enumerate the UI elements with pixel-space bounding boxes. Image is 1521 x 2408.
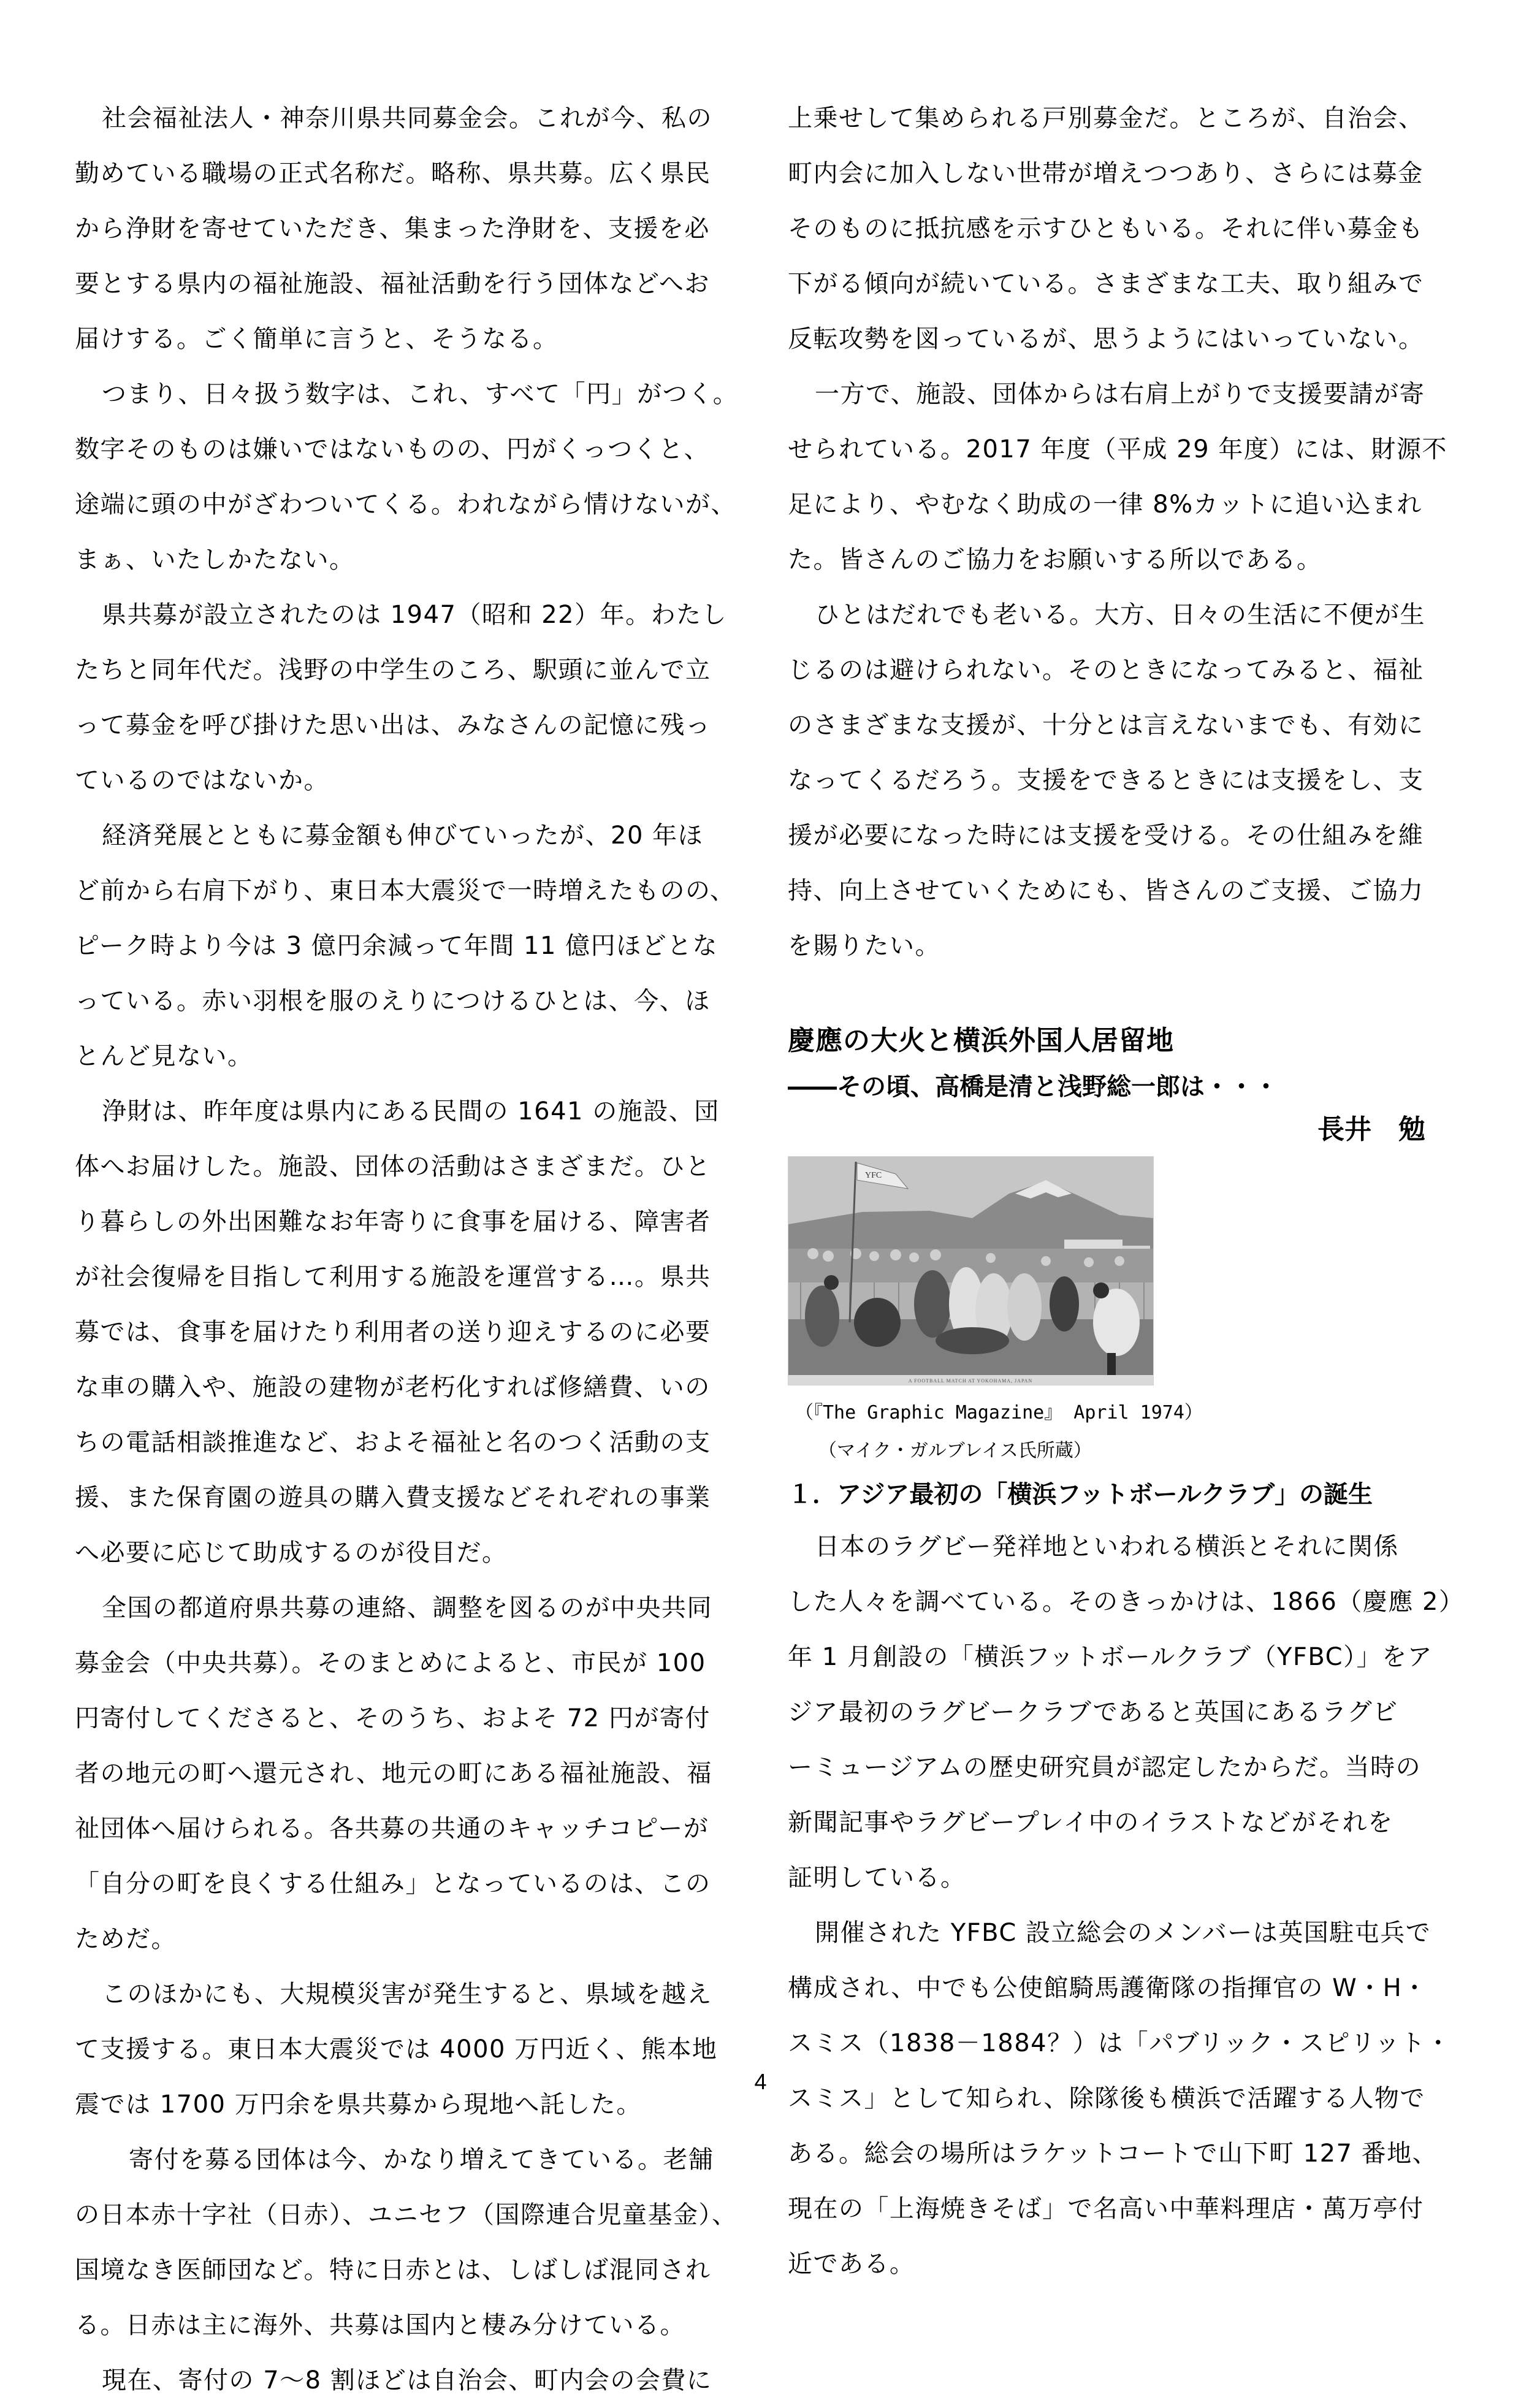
figure-caption-source: （『The Graphic Magazine』 April 1974）: [795, 1402, 1203, 1423]
text-line: 祉団体へ届けられる。各共募の共通のキャッチコピーが: [75, 1815, 709, 1843]
text-line: を賜りたい。: [788, 932, 940, 960]
text-line: 浄財は、昨年度は県内にある民間の 1641 の施設、団: [102, 1097, 720, 1126]
engraving-caption: A FOOTBALL MATCH AT YOKOHAMA, JAPAN: [908, 1378, 1033, 1384]
text-line: 新聞記事やラグビープレイ中のイラストなどがそれを: [788, 1808, 1393, 1837]
text-line: 震では 1700 万円余を県共募から現地へ託した。: [75, 2090, 642, 2119]
text-line: 勤めている職場の正式名称だ。略称、県共募。広く県民: [75, 159, 711, 188]
text-line: へ必要に応じて助成するのが役目だ。: [75, 1539, 508, 1567]
text-line: ジア最初のラグビークラブであると英国にあるラグビ: [788, 1698, 1398, 1726]
section-heading: １．アジア最初の「横浜フットボールクラブ」の誕生: [788, 1480, 1373, 1509]
text-line: まぁ、いたしかたない。: [75, 546, 355, 574]
right-column: [788, 91, 1473, 2292]
text-line: 国境なき医師団など。特に日赤とは、しばしば混同され: [75, 2256, 711, 2284]
text-line: なってくるだろう。支援をできるときには支援をし、支: [788, 766, 1424, 794]
text-line: 途端に頭の中がざわついてくる。われながら情けないが、: [75, 490, 736, 519]
text-line: ためだ。: [75, 1925, 177, 1953]
text-line: 年 1 月創設の「横浜フットボールクラブ（YFBC）」をア: [788, 1643, 1433, 1671]
text-line: した人々を調べている。そのきっかけは、1866（慶應 2）: [788, 1588, 1465, 1616]
text-line: 証明している。: [788, 1864, 966, 1892]
text-line: 援、また保育園の遊具の購入費支援などそれぞれの事業: [75, 1484, 711, 1512]
text-line: 開催された YFBC 設立総会のメンバーは英国駐屯兵で: [815, 1919, 1431, 1947]
page-number: 4: [754, 2069, 767, 2094]
text-line: 数字そのものは嫌いではないものの、円がくっつくと、: [75, 435, 710, 463]
text-line: 持、向上させていくためにも、皆さんのご支援、ご協力: [788, 877, 1424, 905]
left-column: [75, 91, 760, 2408]
text-line: 者の地元の町へ還元され、地元の町にある福祉施設、福: [75, 1759, 712, 1788]
text-line: 要とする県内の福祉施設、福祉活動を行う団体などへお: [75, 270, 710, 298]
text-line: ーミュージアムの歴史研究員が認定したからだ。当時の: [788, 1753, 1422, 1781]
text-line: 寄付を募る団体は今、かなり増えてきている。老舗: [129, 2146, 714, 2174]
text-line: 経済発展とともに募金額も伸びていったが、20 年ほ: [102, 821, 704, 850]
text-line: このほかにも、大規模災害が発生すると、県域を越え: [102, 1980, 712, 2008]
text-line: 体へお届けした。施設、団体の活動はさまざまだ。ひと: [75, 1153, 711, 1181]
text-line: のさまざまな支援が、十分とは言えないまでも、有効に: [788, 711, 1424, 739]
text-line: とんど見ない。: [75, 1042, 253, 1070]
text-line: 募では、食事を届けたり利用者の送り迎えするのに必要: [75, 1318, 711, 1346]
text-line: 県共募が設立されたのは 1947（昭和 22）年。わたし: [102, 601, 728, 629]
text-line: 援が必要になった時には支援を受ける。その仕組みを維: [788, 821, 1424, 850]
article-subtitle: ――その頃、高橋是清と浅野総一郎は・・・: [788, 1073, 1278, 1101]
text-line: 全国の都道府県共募の連絡、調整を図るのが中央共同: [102, 1594, 712, 1622]
article-body: [788, 1519, 1473, 2292]
text-line: つまり、日々扱う数字は、これ、すべて「円」がつく。: [102, 380, 739, 408]
text-line: 反転攻勢を図っているが、思うようにはいっていない。: [788, 325, 1424, 353]
text-line: 社会福祉法人・神奈川県共同募金会。これが今、私の: [102, 104, 712, 132]
text-line: じるのは避けられない。そのときになってみると、福祉: [788, 656, 1424, 684]
text-line: 町内会に加入しない世帯が増えつつあり、さらには募金: [788, 159, 1424, 188]
text-line: 届けする。ごく簡単に言うと、そうなる。: [75, 325, 558, 353]
text-line: せられている。2017 年度（平成 29 年度）には、財源不: [788, 435, 1447, 463]
text-line: ど前から右肩下がり、東日本大震災で一時増えたものの、: [75, 877, 736, 905]
text-line: 上乗せして集められる戸別募金だ。ところが、自治会、: [788, 104, 1424, 132]
text-line: たちと同年代だ。浅野の中学生のころ、駅頭に並んで立: [75, 656, 711, 684]
text-line: そのものに抵抗感を示すひともいる。それに伴い募金も: [788, 215, 1424, 243]
essay-continuation: [788, 91, 1473, 973]
text-line: っている。赤い羽根を服のえりにつけるひとは、今、ほ: [75, 987, 711, 1015]
text-line: から浄財を寄せていただき、集まった浄財を、支援を必: [75, 215, 710, 243]
text-line: スミス」として知られ、除隊後も横浜で活躍する人物で: [788, 2084, 1425, 2113]
text-line: て支援する。東日本大震災では 4000 万円近く、熊本地: [75, 2035, 718, 2063]
text-line: な車の購入や、施設の建物が老朽化すれば修繕費、いの: [75, 1373, 711, 1401]
text-line: 「自分の町を良くする仕組み」となっているのは、この: [75, 1870, 711, 1898]
text-line: た。皆さんのご協力をお願いする所以である。: [788, 546, 1322, 574]
engraving-illustration: [788, 1157, 1153, 1385]
text-line: 日本のラグビー発祥地といわれる横浜とそれに関係: [815, 1533, 1399, 1561]
spacer: [788, 973, 1473, 1016]
article-author: 長井 勉: [1317, 1114, 1425, 1145]
figure-caption-owner: （マイク・ガルブレイス氏所蔵）: [818, 1440, 1092, 1461]
text-line: 円寄付してくださると、そのうち、およそ 72 円が寄付: [75, 1704, 711, 1732]
text-line: 募金会（中央共募）。そのまとめによると、市民が 100: [75, 1649, 706, 1677]
text-line: 構成され、中でも公使館騎馬護衛隊の指揮官の W・H・: [788, 1974, 1428, 2002]
text-line: 現在、寄付の 7～8 割ほどは自治会、町内会の会費に: [102, 2366, 712, 2395]
text-line: ているのではないか。: [75, 766, 329, 794]
text-line: 一方で、施設、団体からは右肩上がりで支援要請が寄: [815, 380, 1425, 408]
text-line: ある。総会の場所はラケットコートで山下町 127 番地、: [788, 2139, 1438, 2168]
flag-text: YFC: [865, 1171, 882, 1180]
text-line: ちの電話相談推進など、およそ福祉と名のつく活動の支: [75, 1428, 711, 1457]
text-line: り暮らしの外出困難なお年寄りに食事を届ける、障害者: [75, 1208, 711, 1236]
article-title: 慶應の大火と横浜外国人居留地: [788, 1025, 1174, 1056]
text-line: スミス（1838－1884？）は「パブリック・スピリット・: [788, 2029, 1452, 2057]
text-line: ひとはだれでも老いる。大方、日々の生活に不便が生: [815, 601, 1425, 629]
text-line: って募金を呼び掛けた思い出は、みなさんの記憶に残っ: [75, 711, 711, 739]
text-line: の日本赤十字社（日赤）、ユニセフ（国際連合児童基金）、: [75, 2201, 738, 2229]
text-line: 近である。: [788, 2250, 915, 2278]
rugby-engraving-image: [788, 1156, 1154, 1385]
text-line: が社会復帰を目指して利用する施設を運営する…。県共: [75, 1263, 711, 1291]
text-line: 下がる傾向が続いている。さまざまな工夫、取り組みで: [788, 270, 1424, 298]
text-line: 足により、やむなく助成の一律 8%カットに追い込まれ: [788, 490, 1422, 519]
text-line: 現在の「上海焼きそば」で名高い中華料理店・萬万亭付: [788, 2195, 1424, 2223]
text-line: る。日赤は主に海外、共募は国内と棲み分けている。: [75, 2311, 685, 2339]
text-line: ピーク時より今は 3 億円余減って年間 11 億円ほどとな: [75, 932, 719, 960]
